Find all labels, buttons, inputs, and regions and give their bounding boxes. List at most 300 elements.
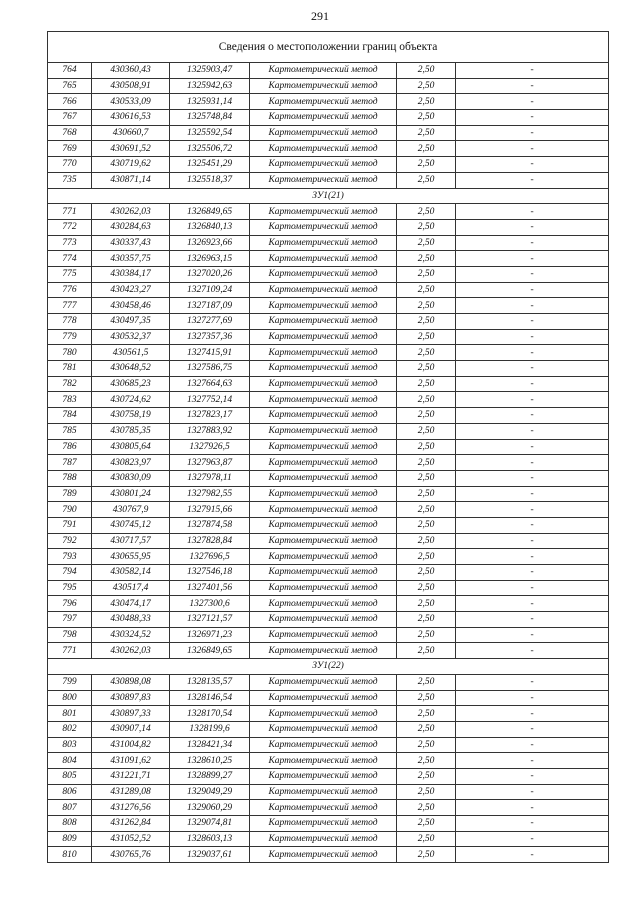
point-number-cell: 802	[48, 721, 92, 737]
precision-cell: 2,50	[397, 408, 456, 424]
x-coordinate-cell: 430719,62	[92, 157, 170, 173]
method-cell: Картометрический метод	[250, 612, 397, 628]
method-cell: Картометрический метод	[250, 141, 397, 157]
point-number-cell: 797	[48, 612, 92, 628]
x-coordinate-cell: 430897,83	[92, 690, 170, 706]
table-row	[48, 314, 609, 330]
coordinates-document	[47, 31, 608, 863]
point-number-cell: 766	[48, 94, 92, 110]
x-coordinate-cell: 430765,76	[92, 847, 170, 863]
y-coordinate-cell: 1327401,56	[170, 580, 250, 596]
precision-cell: 2,50	[397, 110, 456, 126]
x-coordinate-cell: 430423,27	[92, 282, 170, 298]
method-cell: Картометрический метод	[250, 298, 397, 314]
x-coordinate-cell: 430337,43	[92, 235, 170, 251]
description-cell: -	[456, 831, 609, 847]
method-cell: Картометрический метод	[250, 439, 397, 455]
point-number-cell: 798	[48, 627, 92, 643]
table-row	[48, 235, 609, 251]
table-row	[48, 517, 609, 533]
description-cell: -	[456, 314, 609, 330]
x-coordinate-cell: 430745,12	[92, 517, 170, 533]
method-cell: Картометрический метод	[250, 314, 397, 330]
description-cell: -	[456, 674, 609, 690]
point-number-cell: 803	[48, 737, 92, 753]
method-cell: Картометрический метод	[250, 235, 397, 251]
x-coordinate-cell: 430324,52	[92, 627, 170, 643]
description-cell: -	[456, 612, 609, 628]
x-coordinate-cell: 430767,9	[92, 502, 170, 518]
point-number-cell: 810	[48, 847, 92, 863]
y-coordinate-cell: 1327823,17	[170, 408, 250, 424]
y-coordinate-cell: 1328146,54	[170, 690, 250, 706]
point-number-cell: 791	[48, 517, 92, 533]
method-cell: Картометрический метод	[250, 251, 397, 267]
x-coordinate-cell: 430685,23	[92, 376, 170, 392]
y-coordinate-cell: 1326840,13	[170, 219, 250, 235]
precision-cell: 2,50	[397, 690, 456, 706]
method-cell: Картометрический метод	[250, 502, 397, 518]
y-coordinate-cell: 1327020,26	[170, 266, 250, 282]
point-number-cell: 775	[48, 266, 92, 282]
method-cell: Картометрический метод	[250, 125, 397, 141]
table-row	[48, 674, 609, 690]
point-number-cell: 790	[48, 502, 92, 518]
table-row	[48, 721, 609, 737]
method-cell: Картометрический метод	[250, 768, 397, 784]
x-coordinate-cell: 430616,53	[92, 110, 170, 126]
precision-cell: 2,50	[397, 266, 456, 282]
point-number-cell: 768	[48, 125, 92, 141]
description-cell: -	[456, 110, 609, 126]
method-cell: Картометрический метод	[250, 847, 397, 863]
table-row	[48, 141, 609, 157]
table-row	[48, 282, 609, 298]
description-cell: -	[456, 235, 609, 251]
point-number-cell: 772	[48, 219, 92, 235]
precision-cell: 2,50	[397, 580, 456, 596]
point-number-cell: 783	[48, 392, 92, 408]
y-coordinate-cell: 1328610,25	[170, 753, 250, 769]
precision-cell: 2,50	[397, 596, 456, 612]
x-coordinate-cell: 430805,64	[92, 439, 170, 455]
method-cell: Картометрический метод	[250, 784, 397, 800]
x-coordinate-cell: 430262,03	[92, 643, 170, 659]
y-coordinate-cell: 1327546,18	[170, 565, 250, 581]
table-row	[48, 455, 609, 471]
precision-cell: 2,50	[397, 439, 456, 455]
description-cell: -	[456, 753, 609, 769]
table-row	[48, 768, 609, 784]
y-coordinate-cell: 1327982,55	[170, 486, 250, 502]
method-cell: Картометрический метод	[250, 721, 397, 737]
description-cell: -	[456, 533, 609, 549]
x-coordinate-cell: 430660,7	[92, 125, 170, 141]
y-coordinate-cell: 1327664,63	[170, 376, 250, 392]
method-cell: Картометрический метод	[250, 517, 397, 533]
table-row	[48, 361, 609, 377]
table-row	[48, 376, 609, 392]
method-cell: Картометрический метод	[250, 816, 397, 832]
description-cell: -	[456, 298, 609, 314]
y-coordinate-cell: 1328135,57	[170, 674, 250, 690]
y-coordinate-cell: 1326971,23	[170, 627, 250, 643]
x-coordinate-cell: 430898,08	[92, 674, 170, 690]
precision-cell: 2,50	[397, 329, 456, 345]
point-number-cell: 794	[48, 565, 92, 581]
y-coordinate-cell: 1327696,5	[170, 549, 250, 565]
method-cell: Картометрический метод	[250, 455, 397, 471]
point-number-cell: 735	[48, 172, 92, 188]
description-cell: -	[456, 361, 609, 377]
x-coordinate-cell: 430517,4	[92, 580, 170, 596]
y-coordinate-cell: 1328170,54	[170, 706, 250, 722]
precision-cell: 2,50	[397, 376, 456, 392]
table-row	[48, 565, 609, 581]
description-cell: -	[456, 565, 609, 581]
method-cell: Картометрический метод	[250, 627, 397, 643]
precision-cell: 2,50	[397, 674, 456, 690]
x-coordinate-cell: 430262,03	[92, 204, 170, 220]
x-coordinate-cell: 430357,75	[92, 251, 170, 267]
point-number-cell: 777	[48, 298, 92, 314]
point-number-cell: 765	[48, 78, 92, 94]
method-cell: Картометрический метод	[250, 219, 397, 235]
method-cell: Картометрический метод	[250, 110, 397, 126]
method-cell: Картометрический метод	[250, 78, 397, 94]
table-row	[48, 251, 609, 267]
precision-cell: 2,50	[397, 125, 456, 141]
y-coordinate-cell: 1327874,58	[170, 517, 250, 533]
x-coordinate-cell: 431221,71	[92, 768, 170, 784]
y-coordinate-cell: 1327926,5	[170, 439, 250, 455]
method-cell: Картометрический метод	[250, 549, 397, 565]
y-coordinate-cell: 1328421,34	[170, 737, 250, 753]
section-header-row	[48, 188, 609, 204]
table-row	[48, 753, 609, 769]
point-number-cell: 792	[48, 533, 92, 549]
description-cell: -	[456, 251, 609, 267]
description-cell: -	[456, 486, 609, 502]
point-number-cell: 785	[48, 423, 92, 439]
precision-cell: 2,50	[397, 63, 456, 79]
precision-cell: 2,50	[397, 172, 456, 188]
table-row	[48, 94, 609, 110]
x-coordinate-cell: 431052,52	[92, 831, 170, 847]
precision-cell: 2,50	[397, 533, 456, 549]
y-coordinate-cell: 1328603,13	[170, 831, 250, 847]
x-coordinate-cell: 430360,43	[92, 63, 170, 79]
x-coordinate-cell: 431091,62	[92, 753, 170, 769]
x-coordinate-cell: 430582,14	[92, 565, 170, 581]
description-cell: -	[456, 94, 609, 110]
table-row	[48, 423, 609, 439]
x-coordinate-cell: 430724,62	[92, 392, 170, 408]
x-coordinate-cell: 430384,17	[92, 266, 170, 282]
precision-cell: 2,50	[397, 706, 456, 722]
y-coordinate-cell: 1327277,69	[170, 314, 250, 330]
table-row	[48, 847, 609, 863]
description-cell: -	[456, 800, 609, 816]
y-coordinate-cell: 1327415,91	[170, 345, 250, 361]
point-number-cell: 787	[48, 455, 92, 471]
y-coordinate-cell: 1325942,63	[170, 78, 250, 94]
y-coordinate-cell: 1327915,66	[170, 502, 250, 518]
y-coordinate-cell: 1327752,14	[170, 392, 250, 408]
method-cell: Картометрический метод	[250, 376, 397, 392]
point-number-cell: 784	[48, 408, 92, 424]
description-cell: -	[456, 768, 609, 784]
y-coordinate-cell: 1325748,84	[170, 110, 250, 126]
y-coordinate-cell: 1327109,24	[170, 282, 250, 298]
description-cell: -	[456, 78, 609, 94]
table-row	[48, 549, 609, 565]
method-cell: Картометрический метод	[250, 423, 397, 439]
x-coordinate-cell: 430488,33	[92, 612, 170, 628]
point-number-cell: 779	[48, 329, 92, 345]
precision-cell: 2,50	[397, 565, 456, 581]
method-cell: Картометрический метод	[250, 753, 397, 769]
description-cell: -	[456, 784, 609, 800]
description-cell: -	[456, 141, 609, 157]
y-coordinate-cell: 1326963,15	[170, 251, 250, 267]
point-number-cell: 789	[48, 486, 92, 502]
y-coordinate-cell: 1326923,66	[170, 235, 250, 251]
description-cell: -	[456, 580, 609, 596]
precision-cell: 2,50	[397, 627, 456, 643]
description-cell: -	[456, 816, 609, 832]
table-row	[48, 78, 609, 94]
table-title-row	[48, 32, 609, 63]
precision-cell: 2,50	[397, 486, 456, 502]
table-title: Сведения о местоположении границ объекта	[48, 32, 609, 63]
table-row	[48, 266, 609, 282]
x-coordinate-cell: 430717,57	[92, 533, 170, 549]
point-number-cell: 800	[48, 690, 92, 706]
table-row	[48, 329, 609, 345]
table-row	[48, 596, 609, 612]
y-coordinate-cell: 1325903,47	[170, 63, 250, 79]
precision-cell: 2,50	[397, 361, 456, 377]
section-header-row	[48, 659, 609, 675]
table-row	[48, 706, 609, 722]
table-row	[48, 784, 609, 800]
description-cell: -	[456, 643, 609, 659]
table-row	[48, 612, 609, 628]
point-number-cell: 799	[48, 674, 92, 690]
method-cell: Картометрический метод	[250, 63, 397, 79]
x-coordinate-cell: 430458,46	[92, 298, 170, 314]
method-cell: Картометрический метод	[250, 486, 397, 502]
x-coordinate-cell: 430655,95	[92, 549, 170, 565]
y-coordinate-cell: 1327963,87	[170, 455, 250, 471]
table-row	[48, 486, 609, 502]
precision-cell: 2,50	[397, 737, 456, 753]
method-cell: Картометрический метод	[250, 565, 397, 581]
precision-cell: 2,50	[397, 314, 456, 330]
x-coordinate-cell: 431276,56	[92, 800, 170, 816]
method-cell: Картометрический метод	[250, 643, 397, 659]
y-coordinate-cell: 1327357,36	[170, 329, 250, 345]
point-number-cell: 806	[48, 784, 92, 800]
precision-cell: 2,50	[397, 470, 456, 486]
y-coordinate-cell: 1327828,84	[170, 533, 250, 549]
x-coordinate-cell: 431262,84	[92, 816, 170, 832]
point-number-cell: 786	[48, 439, 92, 455]
y-coordinate-cell: 1325451,29	[170, 157, 250, 173]
description-cell: -	[456, 439, 609, 455]
precision-cell: 2,50	[397, 78, 456, 94]
table-row	[48, 172, 609, 188]
x-coordinate-cell: 430532,37	[92, 329, 170, 345]
description-cell: -	[456, 423, 609, 439]
y-coordinate-cell: 1329074,81	[170, 816, 250, 832]
description-cell: -	[456, 455, 609, 471]
point-number-cell: 769	[48, 141, 92, 157]
y-coordinate-cell: 1327883,92	[170, 423, 250, 439]
x-coordinate-cell: 430691,52	[92, 141, 170, 157]
point-number-cell: 770	[48, 157, 92, 173]
table-body	[48, 32, 609, 863]
y-coordinate-cell: 1325518,37	[170, 172, 250, 188]
method-cell: Картометрический метод	[250, 361, 397, 377]
table-row	[48, 204, 609, 220]
y-coordinate-cell: 1328899,27	[170, 768, 250, 784]
method-cell: Картометрический метод	[250, 470, 397, 486]
x-coordinate-cell: 430561,5	[92, 345, 170, 361]
precision-cell: 2,50	[397, 219, 456, 235]
description-cell: -	[456, 63, 609, 79]
method-cell: Картометрический метод	[250, 204, 397, 220]
y-coordinate-cell: 1329037,61	[170, 847, 250, 863]
description-cell: -	[456, 266, 609, 282]
x-coordinate-cell: 430830,09	[92, 470, 170, 486]
description-cell: -	[456, 408, 609, 424]
description-cell: -	[456, 125, 609, 141]
point-number-cell: 778	[48, 314, 92, 330]
point-number-cell: 781	[48, 361, 92, 377]
x-coordinate-cell: 430907,14	[92, 721, 170, 737]
precision-cell: 2,50	[397, 298, 456, 314]
precision-cell: 2,50	[397, 643, 456, 659]
y-coordinate-cell: 1329060,29	[170, 800, 250, 816]
x-coordinate-cell: 430823,97	[92, 455, 170, 471]
table-row	[48, 816, 609, 832]
table-row	[48, 470, 609, 486]
description-cell: -	[456, 549, 609, 565]
point-number-cell: 793	[48, 549, 92, 565]
section-title: ЗУ1(22)	[48, 659, 609, 675]
point-number-cell: 771	[48, 204, 92, 220]
y-coordinate-cell: 1327300,6	[170, 596, 250, 612]
table-row	[48, 392, 609, 408]
method-cell: Картометрический метод	[250, 706, 397, 722]
table-row	[48, 643, 609, 659]
table-row	[48, 533, 609, 549]
point-number-cell: 771	[48, 643, 92, 659]
page-number: 291	[311, 9, 329, 23]
precision-cell: 2,50	[397, 251, 456, 267]
x-coordinate-cell: 430284,63	[92, 219, 170, 235]
method-cell: Картометрический метод	[250, 94, 397, 110]
method-cell: Картометрический метод	[250, 690, 397, 706]
method-cell: Картометрический метод	[250, 408, 397, 424]
description-cell: -	[456, 627, 609, 643]
table-row	[48, 580, 609, 596]
description-cell: -	[456, 329, 609, 345]
method-cell: Картометрический метод	[250, 674, 397, 690]
table-row	[48, 439, 609, 455]
table-row	[48, 800, 609, 816]
description-cell: -	[456, 219, 609, 235]
boundary-coordinates-table	[47, 31, 609, 863]
precision-cell: 2,50	[397, 517, 456, 533]
y-coordinate-cell: 1328199,6	[170, 721, 250, 737]
precision-cell: 2,50	[397, 831, 456, 847]
method-cell: Картометрический метод	[250, 345, 397, 361]
point-number-cell: 809	[48, 831, 92, 847]
description-cell: -	[456, 847, 609, 863]
precision-cell: 2,50	[397, 816, 456, 832]
x-coordinate-cell: 430474,17	[92, 596, 170, 612]
point-number-cell: 776	[48, 282, 92, 298]
method-cell: Картометрический метод	[250, 392, 397, 408]
table-row	[48, 298, 609, 314]
y-coordinate-cell: 1327978,11	[170, 470, 250, 486]
precision-cell: 2,50	[397, 204, 456, 220]
method-cell: Картометрический метод	[250, 800, 397, 816]
precision-cell: 2,50	[397, 282, 456, 298]
table-row	[48, 737, 609, 753]
table-row	[48, 831, 609, 847]
description-cell: -	[456, 690, 609, 706]
precision-cell: 2,50	[397, 345, 456, 361]
description-cell: -	[456, 737, 609, 753]
description-cell: -	[456, 502, 609, 518]
method-cell: Картометрический метод	[250, 831, 397, 847]
description-cell: -	[456, 204, 609, 220]
point-number-cell: 764	[48, 63, 92, 79]
description-cell: -	[456, 157, 609, 173]
point-number-cell: 805	[48, 768, 92, 784]
y-coordinate-cell: 1325931,14	[170, 94, 250, 110]
precision-cell: 2,50	[397, 612, 456, 628]
point-number-cell: 782	[48, 376, 92, 392]
method-cell: Картометрический метод	[250, 533, 397, 549]
table-row	[48, 110, 609, 126]
table-row	[48, 63, 609, 79]
x-coordinate-cell: 430758,19	[92, 408, 170, 424]
precision-cell: 2,50	[397, 549, 456, 565]
point-number-cell: 804	[48, 753, 92, 769]
point-number-cell: 801	[48, 706, 92, 722]
description-cell: -	[456, 392, 609, 408]
method-cell: Картометрический метод	[250, 266, 397, 282]
point-number-cell: 796	[48, 596, 92, 612]
precision-cell: 2,50	[397, 753, 456, 769]
precision-cell: 2,50	[397, 768, 456, 784]
description-cell: -	[456, 596, 609, 612]
point-number-cell: 767	[48, 110, 92, 126]
y-coordinate-cell: 1326849,65	[170, 643, 250, 659]
point-number-cell: 780	[48, 345, 92, 361]
method-cell: Картометрический метод	[250, 282, 397, 298]
precision-cell: 2,50	[397, 721, 456, 737]
y-coordinate-cell: 1327586,75	[170, 361, 250, 377]
y-coordinate-cell: 1325592,54	[170, 125, 250, 141]
precision-cell: 2,50	[397, 141, 456, 157]
table-row	[48, 345, 609, 361]
